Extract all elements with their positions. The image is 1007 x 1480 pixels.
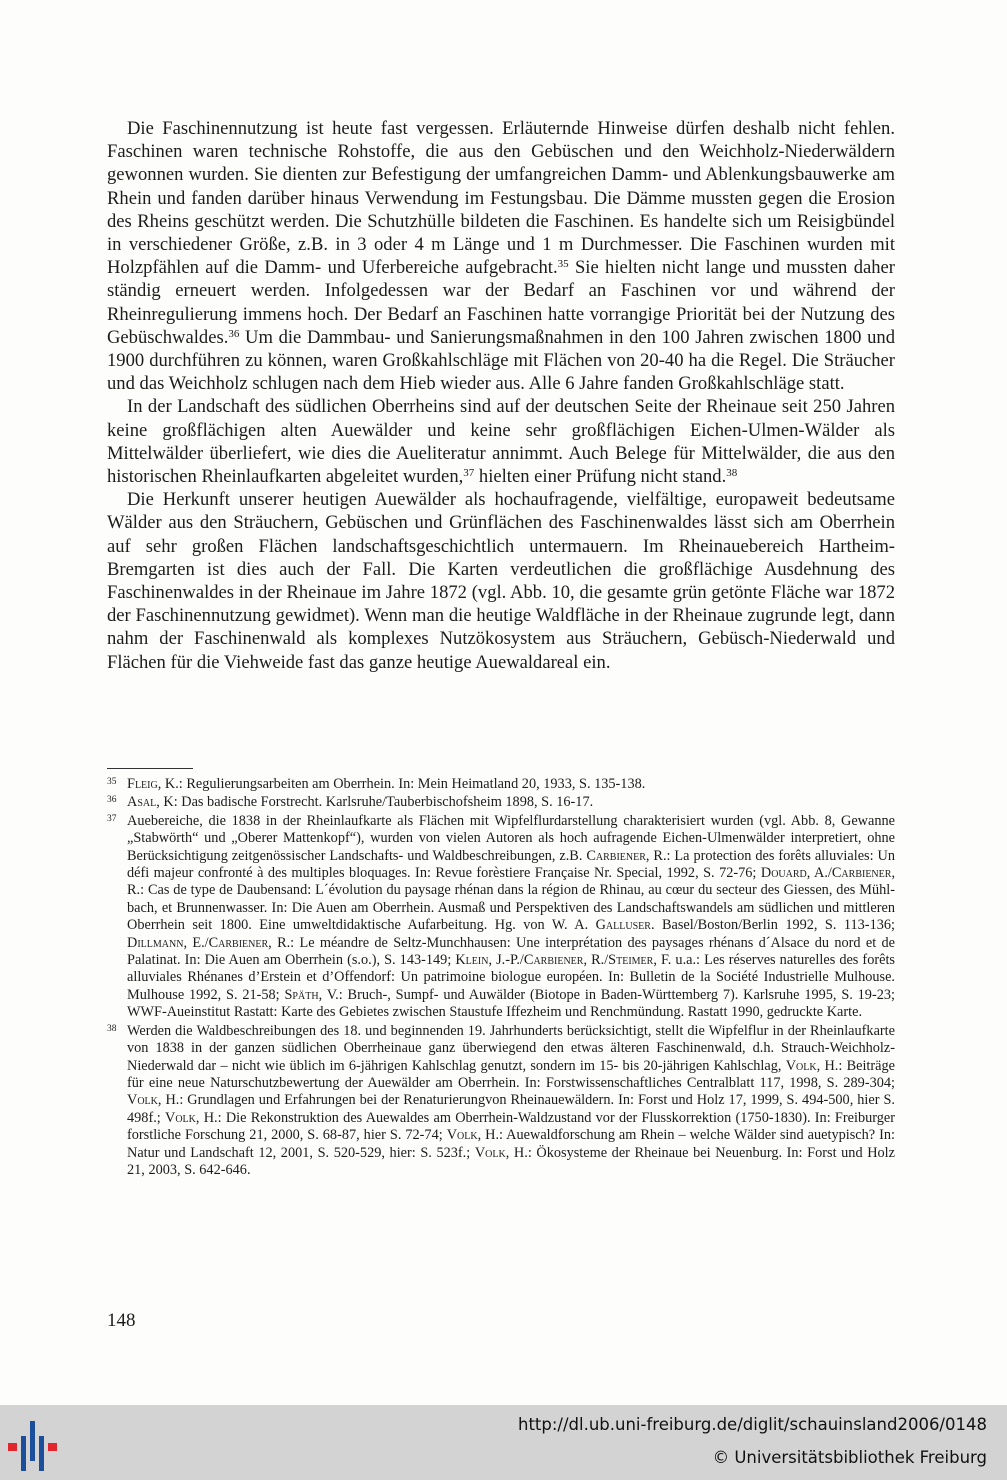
footnote-divider: [107, 768, 193, 769]
footer-url-link[interactable]: http://dl.ub.uni-freiburg.de/diglit/schauinsland2006/0148: [517, 1415, 987, 1434]
logo-blue-right: [39, 1436, 44, 1471]
footnote-36: 36 Asal, K: Das badische Forstrecht. Karlsruhe/Tauberbischofsheim 1898, S. 16-17.: [107, 794, 594, 811]
footer-copyright: © Universitätsbibliothek Freiburg: [712, 1448, 987, 1467]
paragraph-1: Die Faschinennutzung ist heute fast vergessen. Erläuternde Hinweise dürfen deshalb nicht fehlen. Faschinen waren technische Rohstoffe, die aus den Gebüschen und den Weichholz-Niederwäldern gewonnen wurden. Sie dienten zur Befestigung der umfangreichen Damm- und Ablenkungsbauwerke am Rhein und fanden darüber hinaus Verwendung im Festungsbau. Die Dämme mussten gegen die Erosion des Rheins geschützt werden. Die Schutzhülle bildeten die Faschinen. Es handelte sich um Reisigbündel in verschiedener Größe, z.B. in 3 oder 4 m Länge und 1 m Durchmesser. Die Faschinen wurden mit Holzpfählen auf die Damm- und Uferbereiche aufgebracht.$^{35}$ Sie hielten nicht lange und mussten daher ständig erneuert werden. Infolgedessen war der Bedarf an Faschinen vor und während der Rheinregulierung immens hoch. Der Bedarf an Faschinen hatte vorrangige Priorität bei der Nutzung des Gebüschwaldes.$^{36}$ Um die Dammbau- und Sanierungsmaßnahmen in den 100 Jahren zwischen 1800 und 1900 durchführen zu können, waren Großkahlschläge mit Flächen von 20-40 ha die Regel. Die Sträucher und das Weichholz schlugen nach dem Hieb wieder aus. Alle 6 Jahre fanden Großkahlschläge statt.: [107, 118, 896, 395]
logo-red-right: [48, 1443, 57, 1451]
footnote-number: 35: [107, 777, 117, 787]
footnote-37: 37 Auebereiche, die 1838 in der Rheinlaufkarte als Flächen mit Wipfelflurdarstellung charakterisiert wurden (vgl. Abb. 8, Gewanne „Stabwörth“ und „Oberer Mattenkopf“), wurden von vielen Autoren als hoch aufragende Eichen-Ulmenwälder interpretiert, ohne Berücksichtigung zeitgenössischer Landschafts- und Waldbeschreibungen, z.B. Carbiener, R.: La protection des forêts alluviales: Un défi majeur confronté à des multiples bloquages. In: Revue forèstiere Française Nr. Special, 1992, S. 72-76; Douard, A./Carbiener, R.: Cas de type de Daubensand: L´évolution du paysage rhénan dans la région de Rhinau, au cœur du secteur des Giessen, des Mühlbach, et Brunnenwasser. In: Die Auen am Oberrhein. Ausmaß und Perspektiven des Landschaftswandels am südlichen und mittleren Oberrhein seit 1800. Eine umweltdidaktische Aufarbeitung. Hg. von W. A. Galluser. Basel/Boston/Berlin 1992, S. 113-136; Dillmann, E./Carbiener, R.: Le méandre de Seltz-Munchhausen: Une interprétation des paysages rhénans d´Alsace du nord et de Palatinat. In: Die Auen am Oberrhein (s.o.), S. 143-149; Klein, J.-P./Carbiener, R./Steimer, F. u.a.: Les réserves naturelles des forêts alluviales Rhénanes d’Erstein et d’Offendorf: Un patrimoine biologue européen. In: Bulletin de la Société Industrielle Mulhouse. Mulhouse 1992, S. 21-58; Späth, V.: Bruch-, Sumpf- und Auwälder (Biotope in Baden-Württemberg 7). Karlsruhe 1995, S. 19-23; WWF-Aueinstitut Rastatt: Karte des Gebietes zwischen Staustufe Iffezheim und Renchmündung. Rastatt 1990, gedruckte Karte.: [107, 812, 896, 1021]
body-text: [107, 117, 895, 674]
footnote-number: 36: [107, 795, 117, 806]
footnote-number: 37: [107, 813, 117, 824]
footnote-ref-36[interactable]: 36: [228, 327, 240, 340]
page-number: 148: [107, 1310, 136, 1331]
footnote-ref-37[interactable]: 37: [463, 467, 475, 480]
paragraph-2: In der Landschaft des südlichen Oberrheins sind auf der deutschen Seite der Rheinaue seit 250 Jahren keine großflächigen alten Auewälder und keine sehr großflächigen Eichen-Ulmen-Wälder als Mittelwälder überliefert, wie dies die Aueliteratur annimmt. Auch Belege für Mittelwälder, die aus den historischen Rheinlaufkarten abgeleitet wurden,$^{37}$ hielten einer Prüfung nicht stand.$^{38}$: [107, 396, 895, 488]
logo-blue-left: [21, 1436, 26, 1471]
footer-bar: [0, 1405, 1007, 1480]
footnote-ref-38[interactable]: 38: [726, 467, 738, 480]
footnote-35: 35 Fleig, K.: Regulierungsarbeiten am Oberrhein. In: Mein Heimatland 20, 1933, S. 135-138.: [107, 776, 646, 792]
footnote-ref-35[interactable]: 35: [557, 258, 569, 271]
footnote-38: 38 Werden die Waldbeschreibungen des 18. und beginnenden 19. Jahrhunderts berücksichtigt, stellt die Wipfelflur in der Rheinlaufkarte von 1838 in der ganzen südlichen Oberrheinaue ganz überwiegend den etwas älteren Faschinenwald, d.h. Strauch-Weichholz-Niederwald dar – nicht wie üblich im 6-jährigen Kahlschlag genutzt, sondern im 15- bis 20-jährigen Kahlschlag, Volk, H.: Beiträge für eine neue Naturschutzbewertung der Auewälder am Oberrhein. In: Forstwissenschaftliches Centralblatt 117, 1998, S. 289-304; Volk, H.: Grundlagen und Erfahrungen bei der Renaturierungvon Rheinauewäldern. In: Forst und Holz 17, 1999, S. 494-500, hier S. 498f.; Volk, H.: Die Rekonstruktion des Auewaldes am Oberrhein-Waldzustand vor der Flusskorrektion (1750-1830). In: Freiburger forstliche Forschung 21, 2000, S. 68-87, hier S. 72-74; Volk, H.: Auewaldforschung am Rhein – welche Wälder sind auetypisch? In: Natur und Landschaft 12, 2001, S. 520-529, hier: S. 523f.; Volk, H.: Ökosysteme der Rheinaue bei Neuenburg. In: Forst und Holz 21, 2003, S. 642-646.: [107, 1022, 896, 1178]
paragraph-3: Die Herkunft unserer heutigen Auewälder als hochaufragende, vielfältige, europaweit bedeutsame Wälder aus den Sträuchern, Gebüschen und Grünflächen des Faschinenwaldes lässt sich am Oberrhein auf sehr großen Flächen landschaftsgeschichtlich untermauern. Im Rheinauebereich Hartheim-Bremgarten ist dies auch der Fall. Die Karten verdeutlichen die großflächige Ausdehnung des Faschinenwaldes in der Rheinaue im Jahre 1872 (vgl. Abb. 10, die gesamte grün getönte Fläche war 1872 der Faschinennutzung gewidmet). Wenn man die heutige Waldfläche in der Rheinaue zugrunde legt, dann nahm der Faschinenwald als komplexes Nutzökosystem aus Sträuchern, Gebüsch-Niederwald und Flächen für die Viehweide fast das ganze heutige Auewaldareal ein.: [107, 489, 895, 673]
footnotes: [107, 776, 895, 1180]
ub-freiburg-logo-icon[interactable]: [8, 1421, 62, 1475]
logo-red-left: [8, 1443, 17, 1451]
footnote-number: 38: [107, 1023, 117, 1034]
logo-blue-center: [30, 1421, 35, 1461]
